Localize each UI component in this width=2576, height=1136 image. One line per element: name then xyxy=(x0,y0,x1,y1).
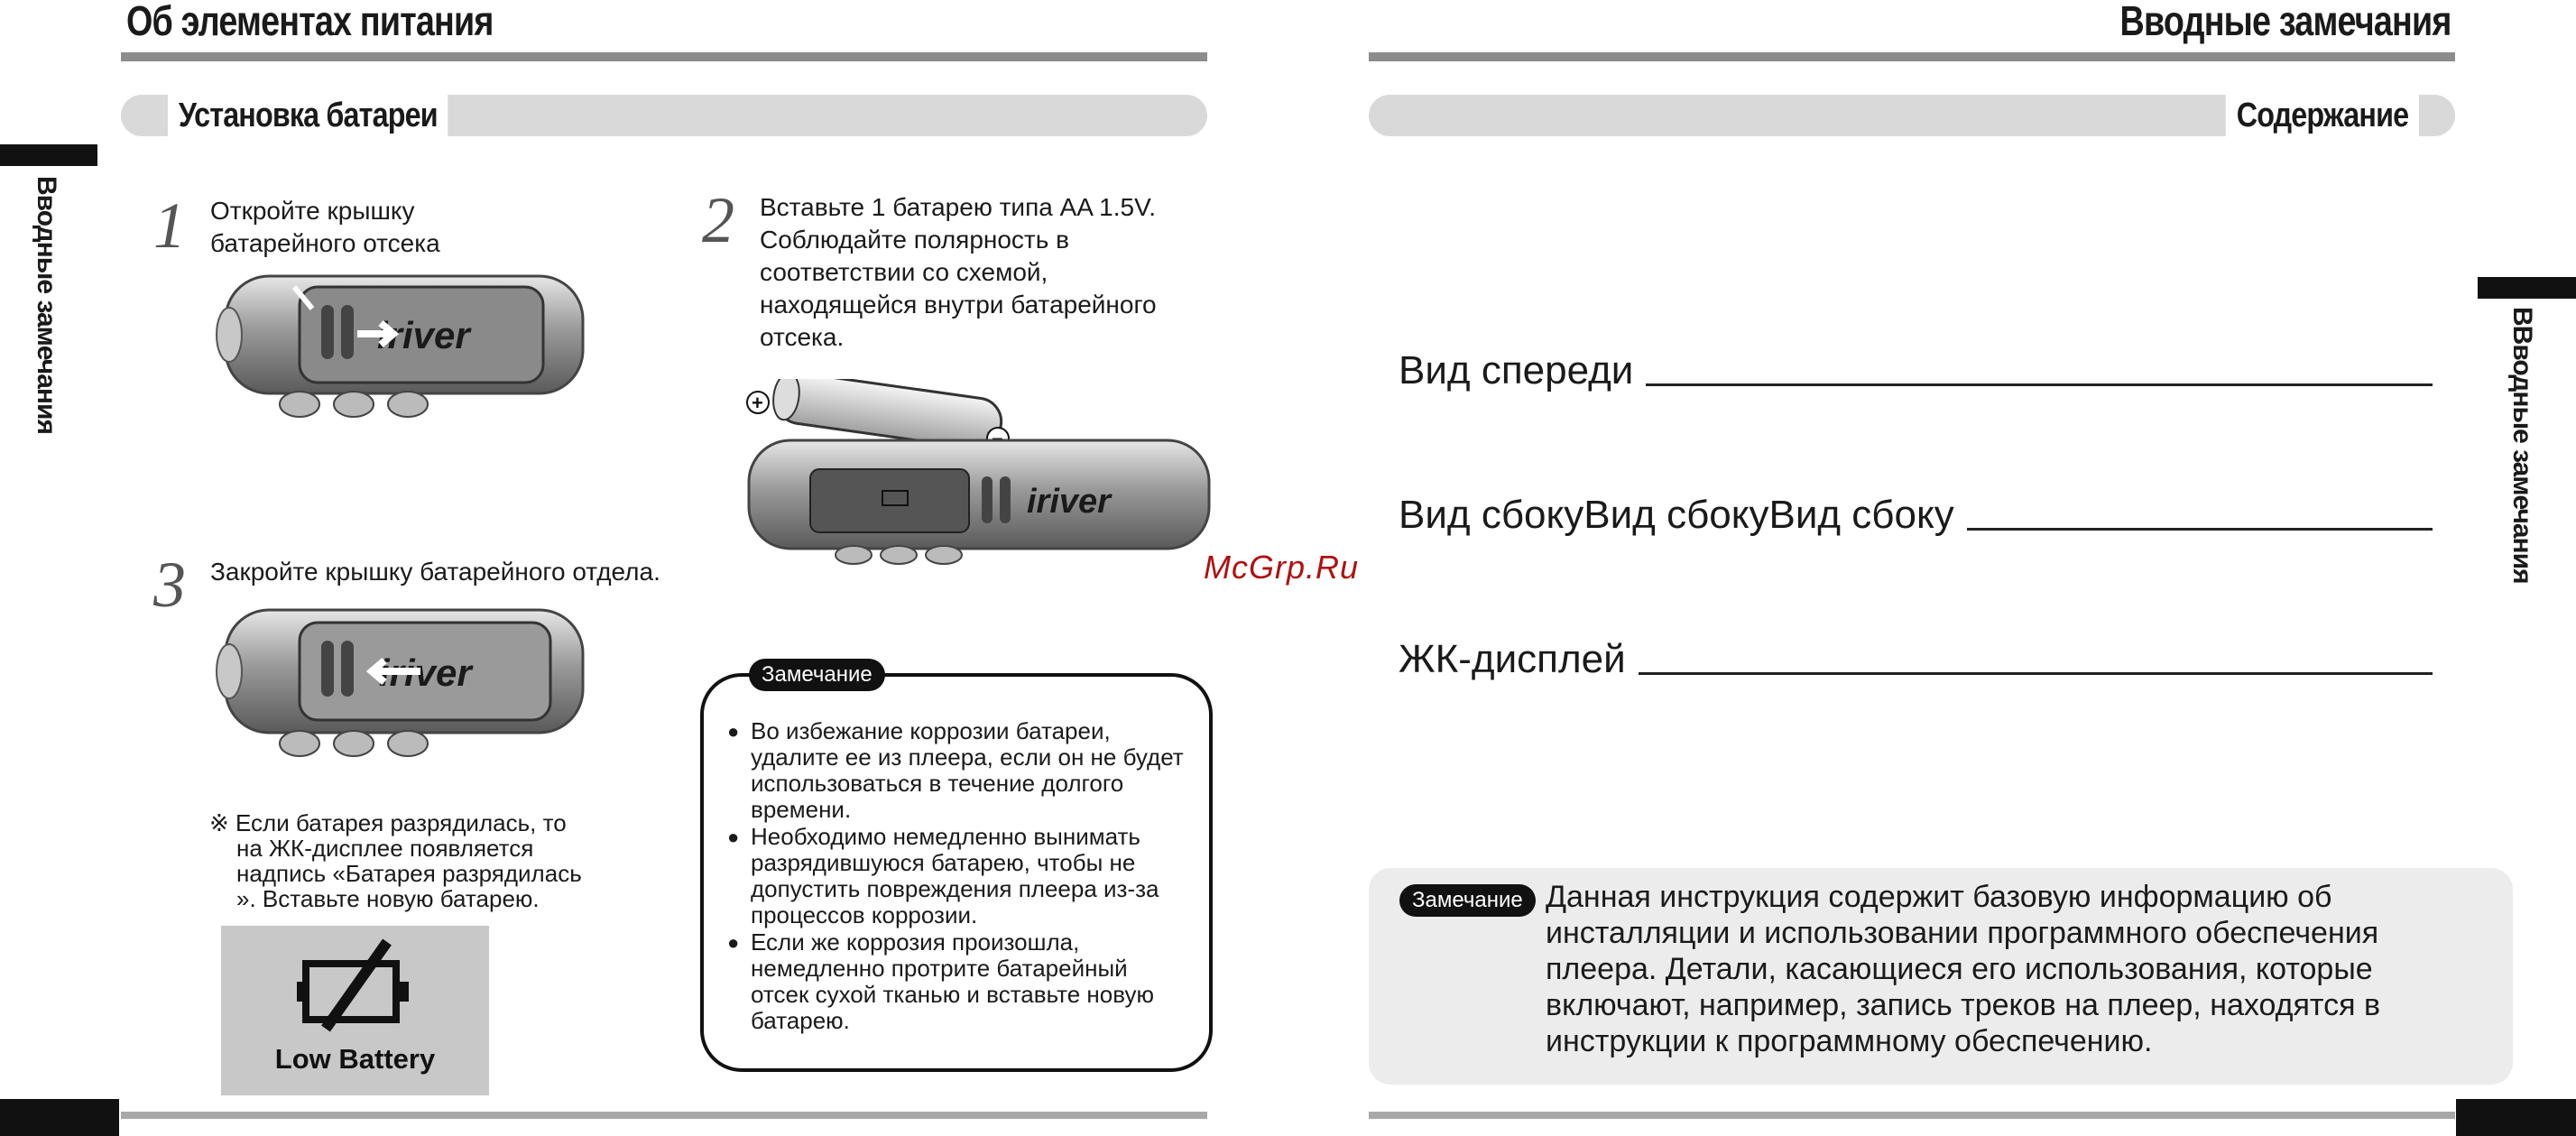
toc-item[interactable] xyxy=(1399,637,2433,682)
player-open-cover-image xyxy=(213,269,592,431)
right-side-label: ВВводные замечания xyxy=(2507,307,2537,584)
toc-item-label: Вид спереди xyxy=(1399,348,1634,393)
footnote-line: надпись «Батарея разрядилась xyxy=(236,860,582,887)
right-section-bar xyxy=(1369,95,2455,136)
left-section-bar xyxy=(121,95,1207,136)
brand-logo: iriver xyxy=(379,651,472,694)
right-bottom-tab xyxy=(2456,1099,2576,1136)
step-text-line: отсека. xyxy=(760,323,845,351)
table-of-contents xyxy=(1399,348,2433,682)
info-text xyxy=(1546,879,2380,1059)
left-footer-rule xyxy=(121,1112,1207,1119)
note-line: процессов коррозии. xyxy=(751,901,978,928)
left-side-label: Вводные замечания xyxy=(32,176,61,434)
note-item xyxy=(727,824,1214,928)
step-2-text xyxy=(760,191,1157,354)
toc-item[interactable] xyxy=(1399,348,2433,393)
note-line: удалите ее из плеера, если он не будет xyxy=(751,743,1184,771)
step-number: 2 xyxy=(702,184,734,256)
left-header-rule xyxy=(121,52,1207,61)
note-item xyxy=(727,718,1214,823)
low-battery-graphic xyxy=(221,926,489,1095)
low-battery-footnote xyxy=(209,810,582,911)
toc-item-label: ЖК-дисплей xyxy=(1399,637,1626,681)
toc-leader-line xyxy=(1639,672,2433,675)
note-line: ● Во избежание коррозии батареи, xyxy=(751,717,1111,744)
step-text-line: батарейного отсека xyxy=(210,229,440,257)
section-title: Установка батареи xyxy=(168,95,448,136)
watermark: McGrp.Ru xyxy=(1204,549,1360,586)
left-side-tab xyxy=(0,144,97,166)
toc-leader-line xyxy=(1646,383,2433,386)
step-text-line: Соблюдайте полярность в xyxy=(760,226,1069,254)
step-number: 1 xyxy=(153,189,186,262)
step-number: 3 xyxy=(153,549,186,621)
note-box xyxy=(700,662,1213,1072)
step-1-text xyxy=(210,195,440,260)
step-text-line: Закройте крышку батарейного отдела. xyxy=(210,558,660,586)
right-footer-rule xyxy=(1369,1112,2455,1119)
battery-insertion-image xyxy=(738,379,1225,568)
low-battery-label: Low Battery xyxy=(274,1043,436,1075)
toc-section-title: Содержание xyxy=(2226,95,2419,136)
note-line: ● Если же коррозия произошла, xyxy=(751,928,1080,956)
low-battery-icon xyxy=(293,938,420,1038)
note-line: допустить повреждения плеера из-за xyxy=(751,875,1159,902)
footnote-line: ». Вставьте новую батарею. xyxy=(236,885,540,912)
note-line: немедленно протрите батарейный xyxy=(751,955,1128,982)
footnote-line: на ЖК-дисплее появляется xyxy=(236,835,534,862)
footnote-line: ※ Если батарея разрядилась, то xyxy=(209,809,567,836)
brand-logo: iriver xyxy=(377,314,470,356)
left-bottom-tab xyxy=(0,1099,119,1136)
battery-plus-icon: + xyxy=(752,392,763,414)
info-note-label: Замечание xyxy=(1399,884,1536,917)
step-text-line: Вставьте 1 батарею типа AA 1.5V. xyxy=(760,193,1156,221)
toc-item-label: Вид сбокуВид сбокуВид сбоку xyxy=(1399,493,1954,537)
toc-leader-line xyxy=(1967,528,2433,531)
info-box xyxy=(1369,868,2513,1085)
note-line: отсек сухой тканью и вставьте новую xyxy=(751,981,1154,1008)
player-closed-cover-image xyxy=(213,603,592,765)
toc-item[interactable] xyxy=(1399,493,2433,538)
note-line: разрядившуюся батарею, чтобы не xyxy=(751,849,1136,876)
right-side-tab xyxy=(2478,277,2576,299)
note-line: времени. xyxy=(751,796,852,823)
info-line: плеера. Детали, касающиеся его использования, которые xyxy=(1546,952,2373,986)
left-page-title: Об элементах питания xyxy=(126,0,494,44)
step-text-line: соответствии со схемой, xyxy=(760,258,1048,286)
info-line: включают, например, запись треков на плеер, находятся в xyxy=(1546,988,2381,1022)
right-header-rule xyxy=(1369,52,2455,61)
info-line: инсталляции и использовании программного обеспечения xyxy=(1546,916,2379,950)
step-text-line: находящейся внутри батарейного xyxy=(760,291,1157,319)
brand-logo: iriver xyxy=(1027,483,1111,521)
note-line: батарею. xyxy=(751,1007,850,1034)
step-text-line: Откройте крышку xyxy=(210,197,415,225)
note-label: Замечание xyxy=(749,659,885,691)
note-line: ● Необходимо немедленно вынимать xyxy=(751,823,1140,850)
step-3-text xyxy=(210,556,660,588)
info-line: Данная инструкция содержит базовую информацию об xyxy=(1546,880,2332,914)
note-item xyxy=(727,929,1214,1034)
right-page-title: Вводные замечания xyxy=(2120,0,2451,44)
info-line: инструкции к программному обеспечению. xyxy=(1546,1024,2153,1058)
note-line: использоваться в течение долгого xyxy=(751,770,1124,797)
note-list xyxy=(727,718,1214,1035)
